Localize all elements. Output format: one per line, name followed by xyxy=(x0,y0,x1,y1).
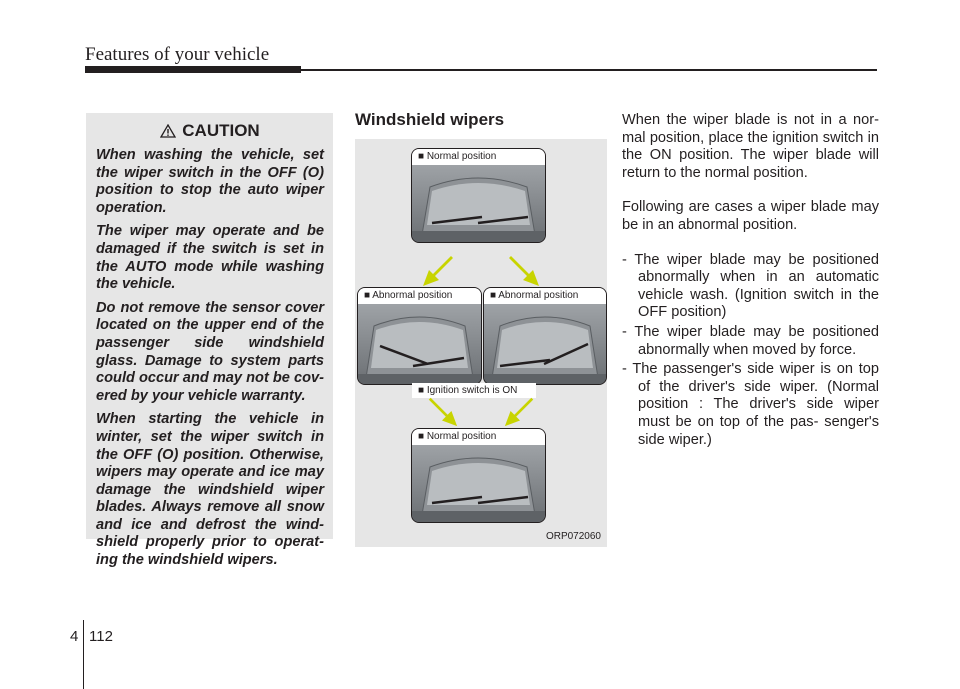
windshield-normal-icon xyxy=(412,445,545,522)
header-rule xyxy=(301,69,877,71)
figure-label-normal-top: ■ Normal position xyxy=(412,149,545,165)
list-item: - The wiper blade may be positioned abnormally when moved by force. xyxy=(622,323,879,358)
list-item: - The passenger's side wiper is on top of the driver's side wiper. (Normal position : The driver's side wiper must be on top of the pas- senger's side wiper.) xyxy=(622,361,879,448)
arrow-down-left-icon xyxy=(421,252,457,288)
list-item: - The wiper blade may be positioned abnormally when in an automatic vehicle wash. (Ignition switch in the OFF position) xyxy=(622,251,879,321)
caution-heading xyxy=(96,121,324,141)
car-abnormal-right xyxy=(483,287,607,385)
footer-rule xyxy=(83,620,84,689)
windshield-abnormal-icon xyxy=(358,304,481,384)
caution-box xyxy=(86,113,333,569)
car-normal-top xyxy=(411,148,546,243)
figure-label-normal-bottom: ■ Normal position xyxy=(412,429,545,445)
windshield-abnormal-icon xyxy=(484,304,606,384)
car-abnormal-left xyxy=(357,287,482,385)
figure-code: ORP072060 xyxy=(545,531,601,542)
windshield-normal-icon xyxy=(412,165,545,242)
warning-triangle-icon xyxy=(160,124,176,138)
caution-paragraph: When washing the vehicle, set the wiper switch in the OFF (O) position to stop the auto wiper operation. xyxy=(96,147,324,216)
body-text-column xyxy=(622,112,879,451)
arrow-down-right-icon xyxy=(505,252,541,288)
body-intro: When the wiper blade is not in a nor- mal position, place the ignition switch in the ON position. The wiper blade will return to the normal position. xyxy=(622,112,879,181)
figure-label-abnormal-left: ■ Abnormal position xyxy=(358,288,481,304)
page-header-title: Features of your vehicle xyxy=(85,44,270,65)
caution-paragraph: Do not remove the sensor cover located on the upper end of the passenger side windshield glass. Damage to system parts could occur and may not be cov- ered by your vehicle warranty. xyxy=(96,299,324,404)
page-number: 112 xyxy=(89,628,113,645)
abnormal-cases-list xyxy=(622,252,879,450)
caution-paragraph: When starting the vehicle in winter, set the wiper switch in the OFF (O) position. Otherwise, wipers may operate and ice may damage the windshield wiper blades. Always remove all snow and ice and defrost the wind- shield properly prior to operat- ing the windshield wipers. xyxy=(96,411,324,569)
wiper-position-figure xyxy=(355,139,607,547)
page-chapter-number: 4 xyxy=(70,628,79,645)
arrow-down-right-icon xyxy=(425,394,459,428)
section-title: Windshield wipers xyxy=(355,110,505,129)
figure-label-abnormal-right: ■ Abnormal position xyxy=(484,288,606,304)
header-bar xyxy=(85,66,301,73)
arrow-down-left-icon xyxy=(503,394,537,428)
figure-label-ignition: ■ Ignition switch is ON xyxy=(412,383,536,398)
caution-paragraph: The wiper may operate and be damaged if the switch is set in the AUTO mode while washing the vehicle. xyxy=(96,223,324,293)
car-normal-bottom xyxy=(411,428,546,523)
caution-heading-text: CAUTION xyxy=(182,121,260,140)
body-cases-intro: Following are cases a wiper blade may be in an abnormal position. xyxy=(622,199,879,233)
